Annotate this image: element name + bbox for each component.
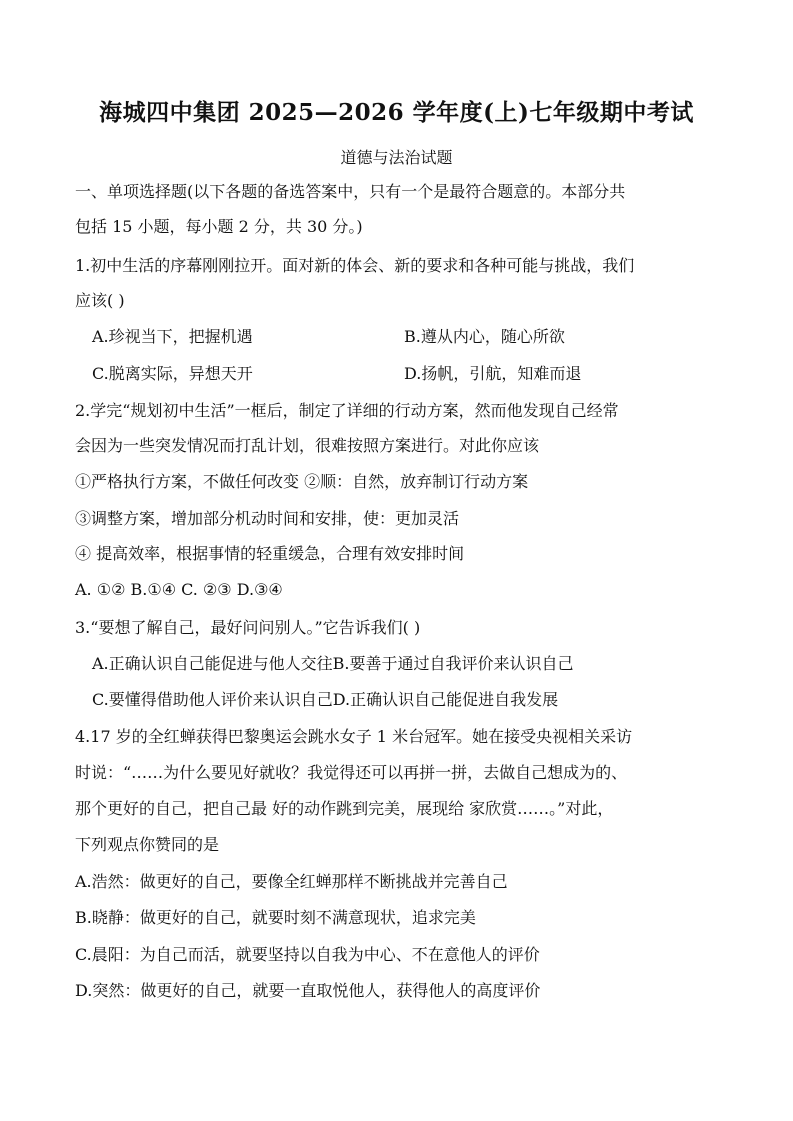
question-4-option-a: A.浩然：做更好的自己，要像全红蝉那样不断挑战并完善自己: [75, 872, 508, 891]
question-4-stem-line-4: 下列观点你赞同的是: [75, 835, 220, 854]
question-1-stem-line-2: 应该( ): [75, 291, 125, 310]
question-2-stem-line-2: 会因为一些突发情况而打乱计划，很难按照方案进行。对此你应该: [75, 436, 540, 455]
question-1-option-d: D.扬帆，引航，知难而退: [404, 364, 582, 383]
question-3-stem: 3.“要想了解自己，最好问问别人。”它告诉我们( ): [75, 618, 421, 637]
question-2-item-line-1: ①严格执行方案，不做任何改变 ②顺：自然，放弃制订行动方案: [75, 472, 529, 491]
question-2-item-line-2: ③调整方案，增加部分机动时间和安排，使：更加灵活: [75, 509, 460, 528]
question-1-option-a: A.珍视当下，把握机遇: [92, 327, 253, 346]
question-3-options-row-1: A.正确认识自己能促进与他人交往B.要善于通过自我评价来认识自己: [92, 654, 574, 673]
question-4-option-d: D.突然：做更好的自己，就要一直取悦他人，获得他人的高度评价: [75, 981, 541, 1000]
question-1-option-b: B.遵从内心，随心所欲: [404, 327, 565, 346]
question-1-options-row-2: [92, 362, 772, 386]
question-1-stem-line-1: 1.初中生活的序幕刚刚拉开。面对新的体会、新的要求和各种可能与挑战，我们: [75, 256, 635, 275]
exam-subtitle: 道德与法治试题: [340, 148, 453, 167]
question-4-stem-line-1: 4.17 岁的全红蝉获得巴黎奥运会跳水女子 1 米台冠军。她在接受央视相关采访: [75, 727, 633, 746]
question-2-stem-line-1: 2.学完“规划初中生活”一框后，制定了详细的行动方案，然而他发现自己经常: [75, 401, 619, 420]
section-instructions-line-2: 包括 15 小题，每小题 2 分，共 30 分。): [75, 217, 363, 236]
question-4-stem-line-2: 时说：“……为什么要见好就收？我觉得还可以再拼一拼，去做自己想成为的、: [75, 763, 628, 782]
question-1-options-row-1: [92, 325, 772, 349]
section-instructions-line-1: 一、单项选择题(以下各题的备选答案中，只有一个是最符合题意的。本部分共: [75, 182, 626, 201]
question-4-stem-line-3: 那个更好的自己，把自己最 好的动作跳到完美，展现给 家欣赏……。”对此，: [75, 799, 614, 818]
question-4-option-c: C.晨阳：为自己而活，就要坚持以自我为中心、不在意他人的评价: [75, 945, 540, 964]
question-2-item-line-3: ④ 提高效率，根据事情的轻重缓急，合理有效安排时间: [75, 544, 465, 563]
question-3-options-row-2: C.要懂得借助他人评价来认识自己D.正确认识自己能促进自我发展: [92, 690, 559, 709]
exam-title: 海城四中集团 2025—2026 学年度(上)七年级期中考试: [99, 99, 694, 126]
question-2-options: A. ①② B.①④ C. ②③ D.③④: [75, 580, 283, 599]
question-4-option-b: B.晓静：做更好的自己，就要时刻不满意现状，追求完美: [75, 908, 476, 927]
question-1-option-c: C.脱离实际，异想天开: [92, 364, 253, 383]
